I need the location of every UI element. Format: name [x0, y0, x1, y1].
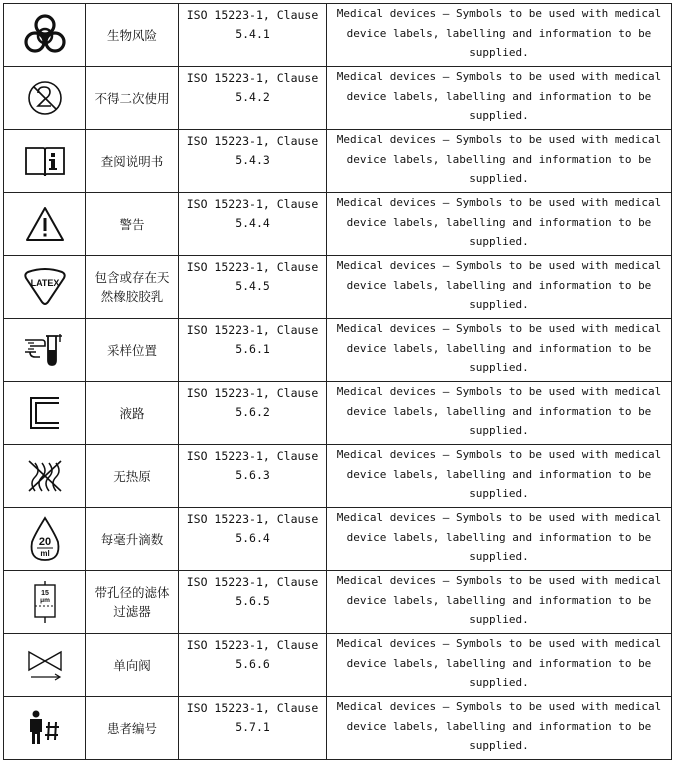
standard-reference: ISO 15223-1, Clause 5.6.4: [179, 508, 327, 571]
symbol-name: 生物风险: [86, 4, 179, 67]
standard-title: Medical devices — Symbols to be used with medical device labels, labelling and information to be supplied.: [327, 256, 672, 319]
liquid-filter-icon: [4, 571, 86, 634]
svg-text:20: 20: [38, 536, 51, 548]
symbols-table: [3, 3, 672, 760]
standard-title: Medical devices — Symbols to be used with medical device labels, labelling and information to be supplied.: [327, 4, 672, 67]
standard-title: Medical devices — Symbols to be used with medical device labels, labelling and information to be supplied.: [327, 319, 672, 382]
drops-per-ml-icon: [4, 508, 86, 571]
table-row: [4, 130, 672, 193]
symbol-name: 采样位置: [86, 319, 179, 382]
standard-title: Medical devices — Symbols to be used with medical device labels, labelling and information to be supplied.: [327, 634, 672, 697]
symbol-name: 单向阀: [86, 634, 179, 697]
table-row: [4, 382, 672, 445]
table-row: [4, 319, 672, 382]
svg-text:μm: μm: [39, 597, 50, 604]
table-row: [4, 508, 672, 571]
one-way-valve-icon: [4, 634, 86, 697]
non-pyrogenic-icon: [4, 445, 86, 508]
fluid-path-icon: [4, 382, 86, 445]
symbol-name: 警告: [86, 193, 179, 256]
table-row: [4, 4, 672, 67]
standard-reference: ISO 15223-1, Clause 5.4.1: [179, 4, 327, 67]
standard-title: Medical devices — Symbols to be used with medical device labels, labelling and information to be supplied.: [327, 382, 672, 445]
svg-text:15: 15: [40, 590, 49, 597]
table-row: [4, 193, 672, 256]
sampling-site-icon: [4, 319, 86, 382]
table-row: [4, 67, 672, 130]
table-row: [4, 571, 672, 634]
do-not-reuse-icon: [4, 67, 86, 130]
patient-number-icon: [4, 697, 86, 760]
standard-title: Medical devices — Symbols to be used with medical device labels, labelling and information to be supplied.: [327, 508, 672, 571]
symbol-name: 患者编号: [86, 697, 179, 760]
standard-reference: ISO 15223-1, Clause 5.6.3: [179, 445, 327, 508]
standard-reference: ISO 15223-1, Clause 5.6.1: [179, 319, 327, 382]
standard-reference: ISO 15223-1, Clause 5.6.6: [179, 634, 327, 697]
standard-title: Medical devices — Symbols to be used with medical device labels, labelling and information to be supplied.: [327, 193, 672, 256]
standard-title: Medical devices — Symbols to be used with medical device labels, labelling and information to be supplied.: [327, 697, 672, 760]
table-row: [4, 445, 672, 508]
latex-icon: [4, 256, 86, 319]
symbol-name: 液路: [86, 382, 179, 445]
standard-title: Medical devices — Symbols to be used with medical device labels, labelling and information to be supplied.: [327, 571, 672, 634]
standard-reference: ISO 15223-1, Clause 5.7.1: [179, 697, 327, 760]
symbol-name: 带孔径的滤体过滤器: [86, 571, 179, 634]
table-row: [4, 256, 672, 319]
symbol-name: 每毫升滴数: [86, 508, 179, 571]
standard-reference: ISO 15223-1, Clause 5.6.5: [179, 571, 327, 634]
standard-reference: ISO 15223-1, Clause 5.4.2: [179, 67, 327, 130]
standard-title: Medical devices — Symbols to be used with medical device labels, labelling and information to be supplied.: [327, 67, 672, 130]
svg-text:ml: ml: [39, 549, 50, 558]
symbol-name: 包含或存在天然橡胶胶乳: [86, 256, 179, 319]
standard-title: Medical devices — Symbols to be used with medical device labels, labelling and information to be supplied.: [327, 130, 672, 193]
standard-reference: ISO 15223-1, Clause 5.4.5: [179, 256, 327, 319]
standard-reference: ISO 15223-1, Clause 5.4.4: [179, 193, 327, 256]
table-row: [4, 697, 672, 760]
symbol-name: 无热原: [86, 445, 179, 508]
warning-icon: [4, 193, 86, 256]
symbol-name: 查阅说明书: [86, 130, 179, 193]
standard-reference: ISO 15223-1, Clause 5.4.3: [179, 130, 327, 193]
consult-instructions-icon: [4, 130, 86, 193]
table-row: [4, 634, 672, 697]
svg-text:LATEX: LATEX: [30, 278, 59, 288]
symbol-name: 不得二次使用: [86, 67, 179, 130]
biohazard-icon: [4, 4, 86, 67]
standard-reference: ISO 15223-1, Clause 5.6.2: [179, 382, 327, 445]
standard-title: Medical devices — Symbols to be used with medical device labels, labelling and information to be supplied.: [327, 445, 672, 508]
